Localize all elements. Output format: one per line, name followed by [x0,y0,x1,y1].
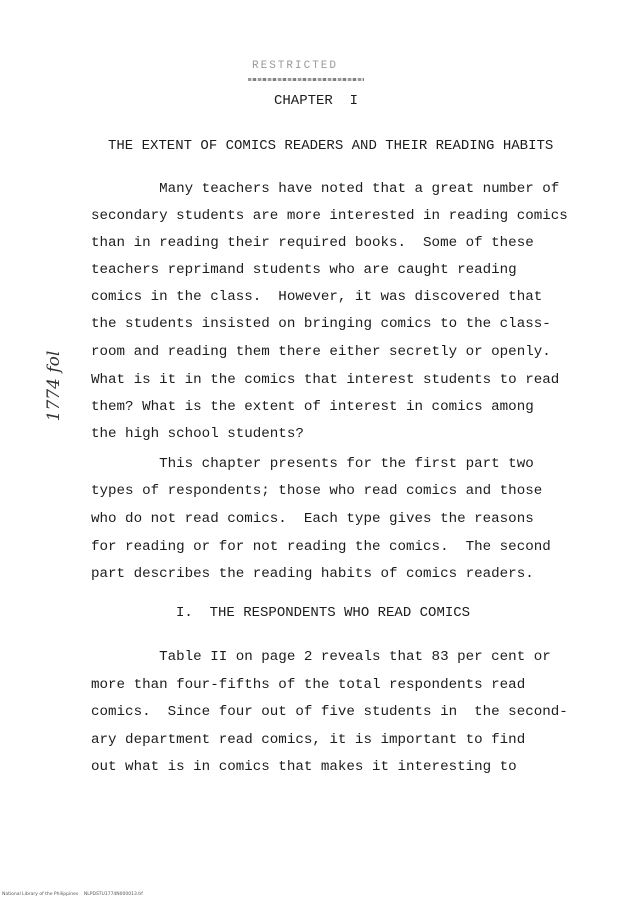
paragraph-line: comics in the class. However, it was discovered that [91,289,543,305]
stamp-text: RESTRICTED [252,60,339,72]
paragraph-line: part describes the reading habits of comics readers. [91,566,534,582]
paragraph-line: them? What is the extent of interest in comics among [91,399,534,415]
paragraph-line: Many teachers have noted that a great number of [91,181,560,197]
paragraph-line: the high school students? [91,426,304,442]
paragraph-line: This chapter presents for the first part two [91,456,534,472]
paragraph-line: more than four-fifths of the total respondents read [91,677,526,693]
chapter-title: THE EXTENT OF COMICS READERS AND THEIR READING HABITS [108,138,554,154]
section-heading: I. THE RESPONDENTS WHO READ COMICS [176,605,471,621]
paragraph-line: teachers reprimand students who are caught reading [91,262,517,278]
paragraph-line: who do not read comics. Each type gives the reasons [91,511,534,527]
chapter-heading: CHAPTER I [274,93,359,109]
paragraph-line: for reading or for not reading the comics. The second [91,539,551,555]
scan-footer: National Library of the Philippines NLPDSTU1774N000013.tif [2,892,143,897]
archive-stamp [248,54,364,84]
handwritten-note-text: 1774 fol [44,350,64,422]
paragraph-line: types of respondents; those who read comics and those [91,483,543,499]
paragraph-line: the students insisted on bringing comics to the class- [91,316,551,332]
paragraph-line: than in reading their required books. Some of these [91,235,534,251]
paragraph-line: What is it in the comics that interest students to read [91,372,560,388]
paragraph-line: comics. Since four out of five students in the second- [91,704,568,720]
paragraph-line: Table II on page 2 reveals that 83 per cent or [91,649,551,665]
stamp-underline [248,78,364,81]
paragraph-line: out what is in comics that makes it interesting to [91,759,517,775]
paragraph-line: secondary students are more interested in reading comics [91,208,568,224]
handwritten-margin-note [38,340,68,432]
paragraph-line: room and reading them there either secretly or openly. [91,344,551,360]
paragraph-line: ary department read comics, it is important to find [91,732,526,748]
